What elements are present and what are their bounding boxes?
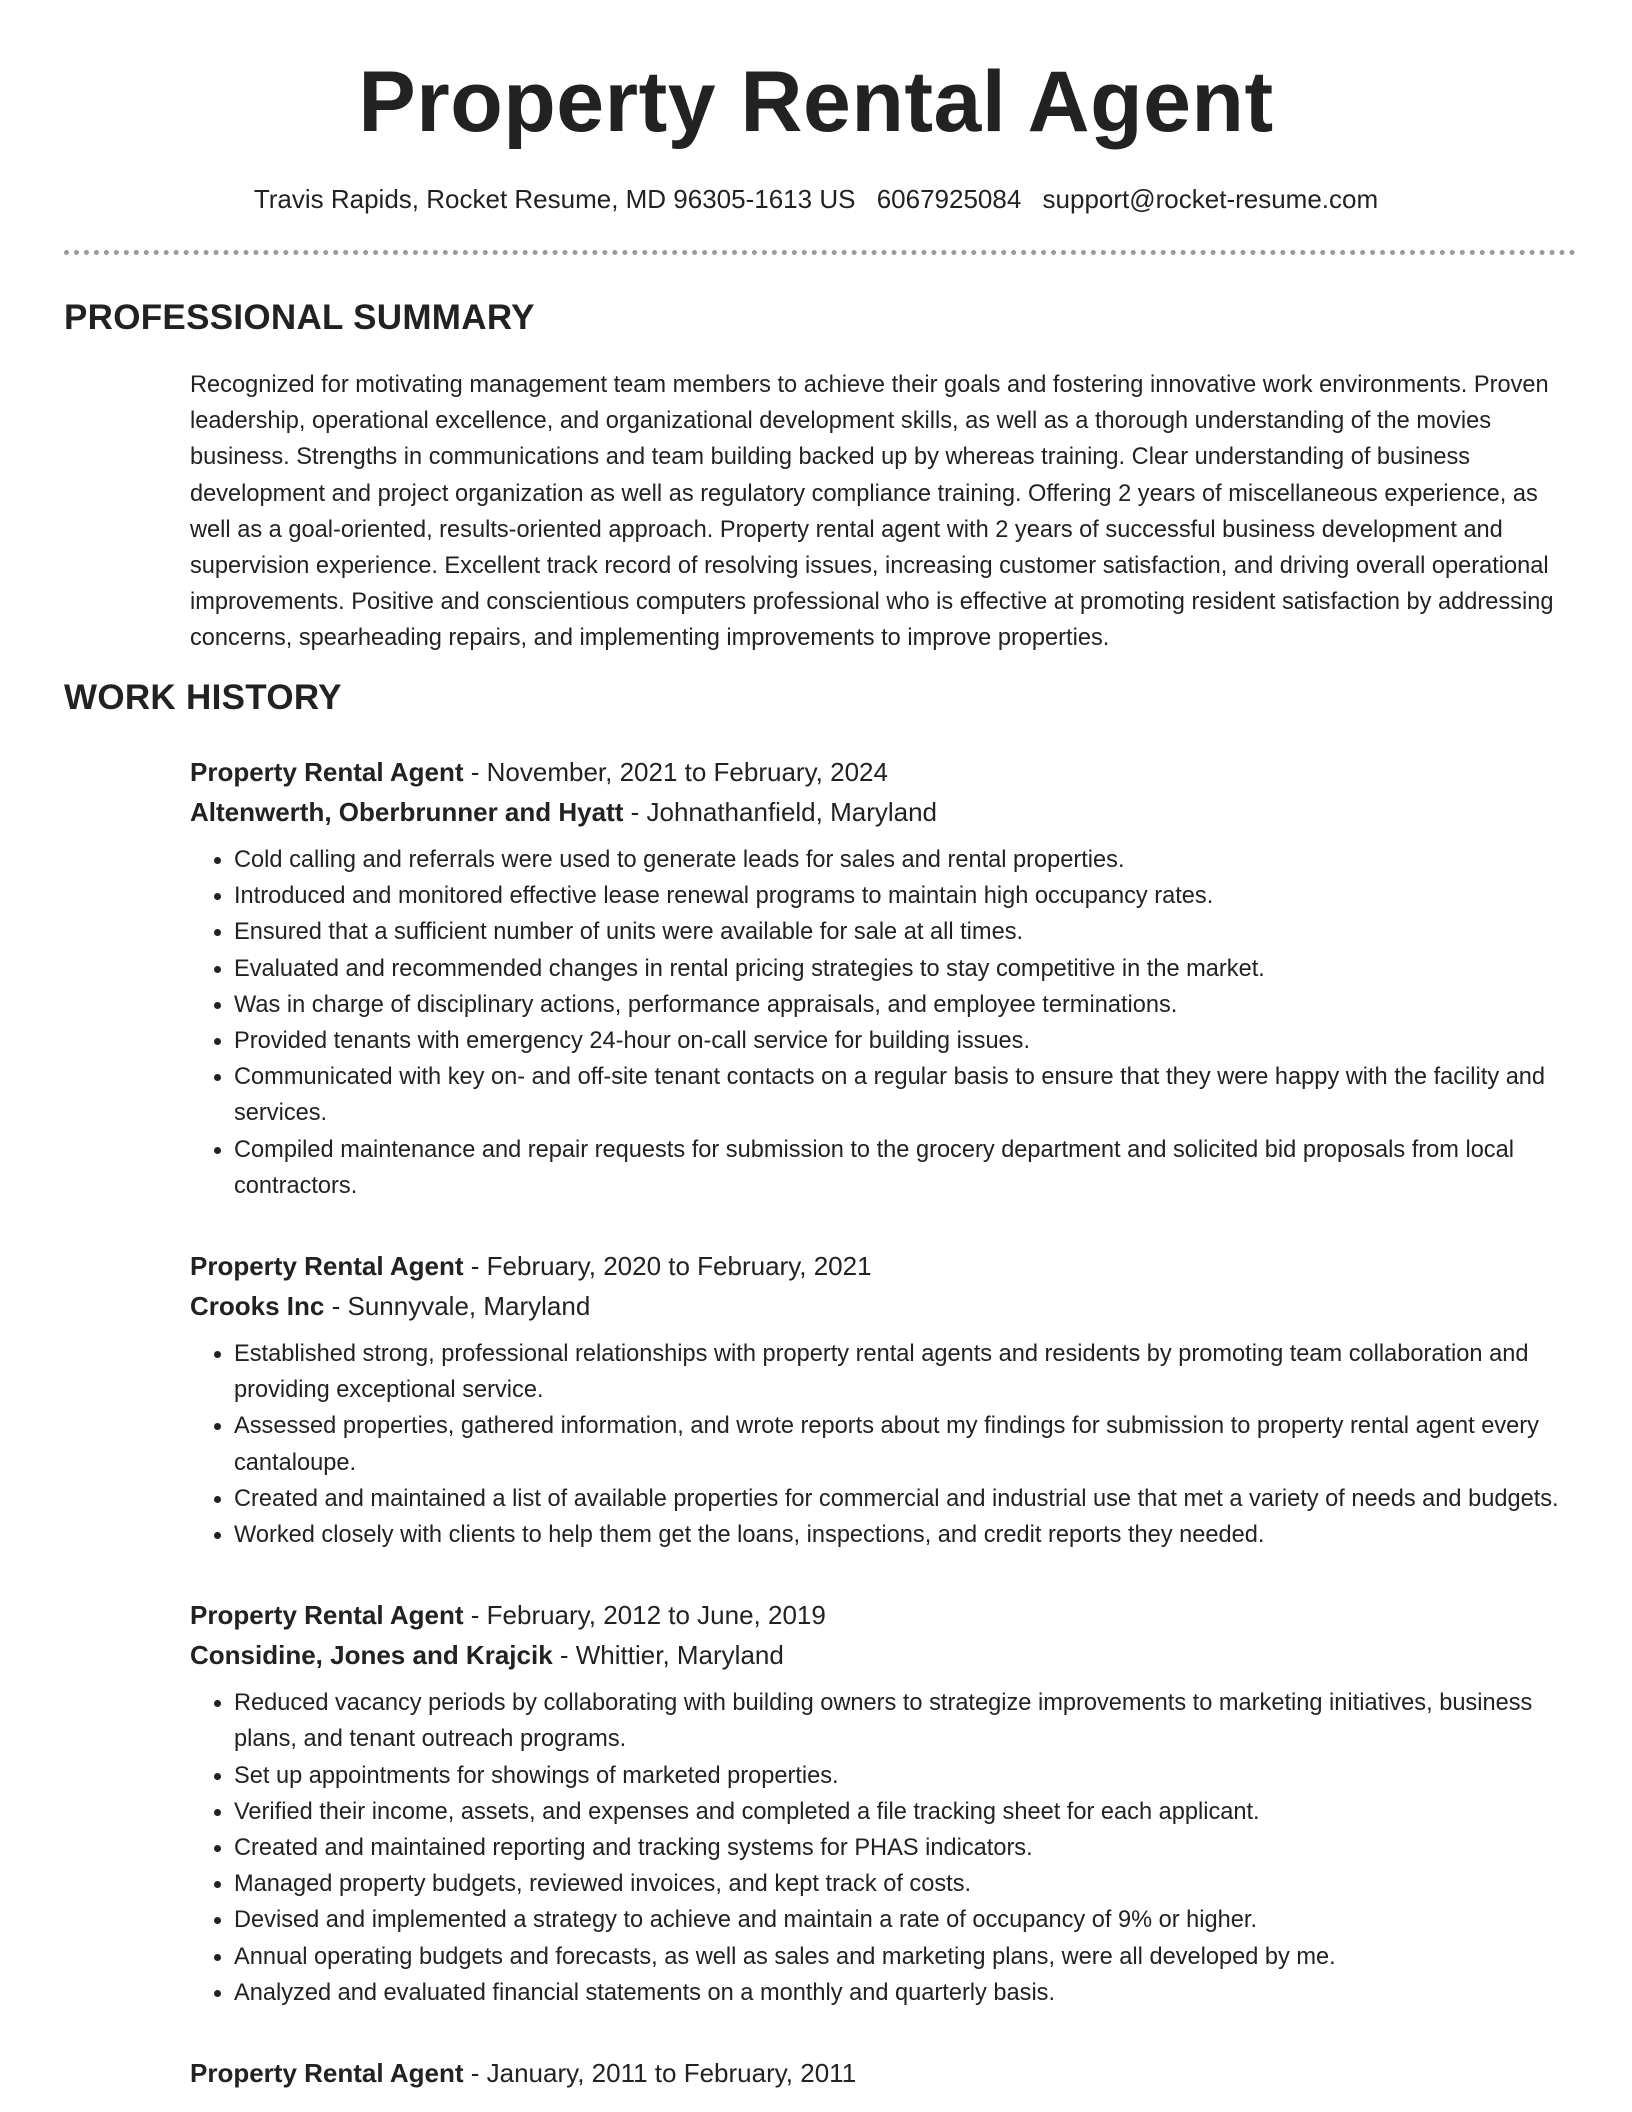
job-title-line <box>190 2053 1580 2093</box>
contact-phone: 6067925084 <box>876 184 1022 214</box>
job-bullet: • Worked closely with clients to help them get the loans, inspections, and credit reports they needed. <box>234 1517 1580 1553</box>
job-bullet: • Created and maintained a list of available properties for commercial and industrial use that met a variety of needs and budgets. <box>234 1481 1580 1517</box>
job-company: Crooks Inc <box>190 1291 325 1322</box>
job-title-line <box>190 1595 1580 1635</box>
job-location: - Whittier, Maryland <box>552 1640 784 1671</box>
job-company-line <box>190 792 1580 832</box>
job-bullet: • Annual operating budgets and forecasts, as well as sales and marketing plans, were all developed by me. <box>234 1939 1580 1975</box>
job-company-line <box>190 1286 1580 1326</box>
job-bullets <box>190 1336 1580 1553</box>
job-bullet: • Cold calling and referrals were used to generate leads for sales and rental properties. <box>234 842 1580 878</box>
job-bullet: • Analyzed and evaluated financial statements on a monthly and quarterly basis. <box>234 1975 1580 2011</box>
resume-header <box>0 52 1632 216</box>
job-location: - Johnathanfield, Maryland <box>623 797 938 827</box>
job-company-line <box>190 1635 1580 1675</box>
contact-email: support@rocket-resume.com <box>1042 184 1379 214</box>
job-company: Considine, Jones and Krajcik <box>190 1640 553 1671</box>
job-role: Property Rental Agent <box>190 757 464 787</box>
job-role: Property Rental Agent <box>190 1251 464 1282</box>
job-bullets <box>190 1685 1580 2011</box>
job-bullet: • Set up appointments for showings of marketed properties. <box>234 1758 1580 1794</box>
job-entry <box>190 1246 1580 1553</box>
contact-address: Travis Rapids, Rocket Resume, MD 96305-1613 US <box>253 184 856 214</box>
job-bullet: • Compiled maintenance and repair requests for submission to the grocery department and solicited bid proposals from local contractors. <box>234 1132 1580 1204</box>
job-bullets <box>190 842 1580 1204</box>
job-role: Property Rental Agent <box>190 2058 464 2089</box>
job-bullet: • Assessed properties, gathered information, and wrote reports about my findings for submission to property rental agent every cantaloupe. <box>234 1408 1580 1480</box>
job-bullet: • Evaluated and recommended changes in rental pricing strategies to stay competitive in the market. <box>234 951 1580 987</box>
job-bullet: • Communicated with key on- and off-site tenant contacts on a regular basis to ensure that they were happy with the facility and services. <box>234 1059 1580 1131</box>
job-bullet: • Ensured that a sufficient number of units were available for sale at all times. <box>234 914 1580 950</box>
contact-line <box>0 182 1632 216</box>
job-location: - Sunnyvale, Maryland <box>324 1291 591 1322</box>
job-bullet: • Was in charge of disciplinary actions, performance appraisals, and employee terminations. <box>234 987 1580 1023</box>
job-dates: - February, 2020 to February, 2021 <box>463 1251 872 1282</box>
header-divider <box>64 250 1576 255</box>
work-history-list <box>190 752 1580 2112</box>
job-bullet: • Created and maintained reporting and tracking systems for PHAS indicators. <box>234 1830 1580 1866</box>
job-dates: - January, 2011 to February, 2011 <box>463 2058 857 2089</box>
job-bullet: • Introduced and monitored effective lease renewal programs to maintain high occupancy rates. <box>234 878 1580 914</box>
job-dates: - February, 2012 to June, 2019 <box>463 1600 826 1631</box>
summary-heading: PROFESSIONAL SUMMARY <box>64 298 535 337</box>
job-company: Altenwerth, Oberbrunner and Hyatt <box>190 797 624 827</box>
job-bullet: • Managed property budgets, reviewed invoices, and kept track of costs. <box>234 1866 1580 1902</box>
job-title-line <box>190 1246 1580 1286</box>
job-role: Property Rental Agent <box>190 1600 464 1631</box>
job-bullet: • Devised and implemented a strategy to achieve and maintain a rate of occupancy of 9% or higher. <box>234 1902 1580 1938</box>
job-bullet: • Reduced vacancy periods by collaborating with building owners to strategize improvements to marketing initiatives, business plans, and tenant outreach programs. <box>234 1685 1580 1757</box>
job-title-line <box>190 752 1580 792</box>
job-bullet: • Provided tenants with emergency 24-hour on-call service for building issues. <box>234 1023 1580 1059</box>
job-entry <box>190 752 1580 1204</box>
job-entry <box>190 2053 1580 2093</box>
summary-text: Recognized for motivating management team members to achieve their goals and fostering innovative work environments. Proven leadership, operational excellence, and organizational development skills, as well as a thorough understanding of the movies business. Strengths in communications and team building backed up by whereas training. Clear understanding of business development and project organization as well as regulatory compliance training. Offering 2 years of miscellaneous experience, as well as a goal-oriented, results-oriented approach. Property rental agent with 2 years of successful business development and supervision experience. Excellent track record of resolving issues, increasing customer satisfaction, and driving overall operational improvements. Positive and conscientious computers professional who is effective at promoting resident satisfaction by addressing concerns, spearheading repairs, and implementing improvements to improve properties. <box>190 372 1554 652</box>
job-bullet: • Established strong, professional relationships with property rental agents and residents by promoting team collaboration and providing exceptional service. <box>234 1336 1580 1408</box>
job-entry <box>190 1595 1580 2011</box>
job-dates: - November, 2021 to February, 2024 <box>463 757 888 787</box>
work-history-heading: WORK HISTORY <box>64 678 342 717</box>
candidate-name: Property Rental Agent <box>358 54 1274 150</box>
job-bullet: • Verified their income, assets, and expenses and completed a file tracking sheet for each applicant. <box>234 1794 1580 1830</box>
